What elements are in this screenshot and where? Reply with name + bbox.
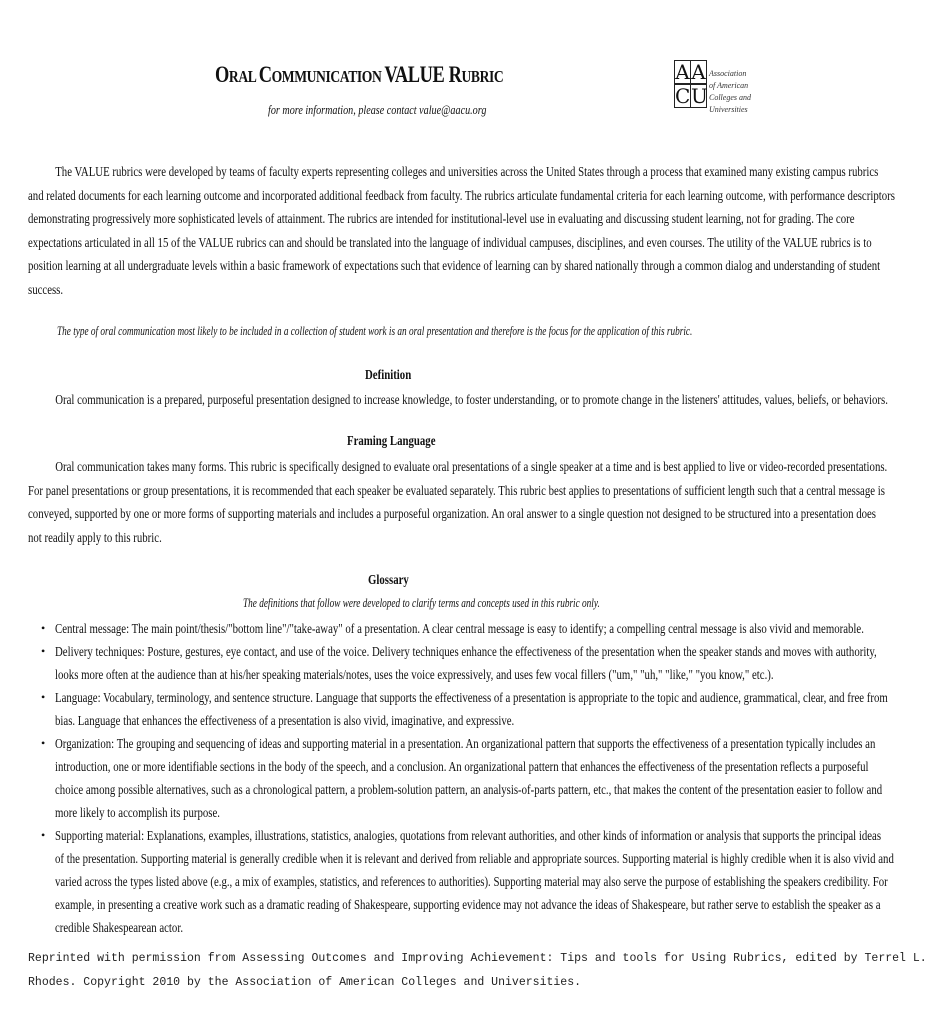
intro-paragraph: The VALUE rubrics were developed by teams of faculty experts representing colleges and universities across the United States through a process that examined many existing campus rubrics and related documents for each learning outcome and incorporated additional feedback from faculty. The rubrics articulate fundamental criteria for each learning outcome, with performance descriptors demonstrating progressively more sophisticated levels of attainment. The rubrics are intended for institutional-level use in evaluating and discussing student learning, not for grading. The core expectations articulated in all 15 of the VALUE rubrics can and should be translated into the language of individual campuses, disciplines, and even courses. The utility of the VALUE rubrics is to position learning at all undergraduate levels within a basic framework of expectations such that evidence of learning can by shared nationally through a common dialog and understanding of student success. <box>28 164 895 297</box>
page-title: ORAL COMMUNICATION VALUE RUBRIC <box>215 62 504 87</box>
bullet-icon: • <box>41 621 46 635</box>
definition-text: Oral communication is a prepared, purposeful presentation designed to increase knowledge, to foster understanding, or to promote change in the listeners' attitudes, values, beliefs, or behaviors. <box>55 392 888 407</box>
framing-language-heading: Framing Language <box>347 433 436 448</box>
bullet-icon: • <box>41 828 46 842</box>
glossary-item-language: • Language: Vocabulary, terminology, and sentence structure. Language that supports the effectiveness of a presentation is appropriate to the topic and audience, grammatical, clear, and free from bias. Language that enhances the effectiveness of a presentation is also vivid, imaginative, and expressive. <box>28 686 928 732</box>
aacu-logo <box>674 60 764 130</box>
glossary-list <box>28 617 928 939</box>
bullet-icon: • <box>41 690 46 704</box>
glossary-item-organization: • Organization: The grouping and sequencing of ideas and supporting material in a presentation. An organizational pattern that supports the effectiveness of a presentation typically includes an introduction, one or more identifiable sections in the body of the speech, and a conclusion. An organizational pattern that enhances the effectiveness of the presentation reflects a purposeful choice among possible alternatives, such as a chronological pattern, a problem-solution pattern, an analysis-of-parts pattern, etc., that makes the content of the presentation easier to follow and more likely to accomplish its purpose. <box>28 732 928 824</box>
logo-text: Association of American Colleges and Universities <box>709 69 751 114</box>
reprint-footer: Reprinted with permission from Assessing Outcomes and Improving Achievement: Tips and tools for Using Rubrics, edited by Terrel L. Rhodes. Copyright 2010 by the Association of American Colleges and Universities. <box>28 951 927 989</box>
bullet-icon: • <box>41 644 46 658</box>
bullet-icon: • <box>41 736 46 750</box>
focus-note: The type of oral communication most likely to be included in a collection of student work is an oral presentation and therefore is the focus for the application of this rubric. <box>57 324 693 338</box>
logo-letter: A <box>675 60 690 84</box>
definition-heading: Definition <box>365 367 412 382</box>
contact-subtitle: for more information, please contact value@aacu.org <box>268 102 487 117</box>
glossary-intro: The definitions that follow were developed to clarify terms and concepts used in this rubric only. <box>243 596 600 610</box>
logo-letter: U <box>691 84 708 108</box>
glossary-heading: Glossary <box>368 572 409 587</box>
framing-language-text: Oral communication takes many forms. This rubric is specifically designed to evaluate oral presentations of a single speaker at a time and is best applied to live or video-recorded presentations. For panel presentations or group presentations, it is recommended that each speaker be evaluated separately. This rubric best applies to presentations of sufficient length such that a central message is conveyed, supported by one or more forms of supporting materials and includes a purposeful organization. An oral answer to a single question not designed to be structured into a presentation does not readily apply to this rubric. <box>28 459 888 545</box>
glossary-item-delivery-techniques: • Delivery techniques: Posture, gestures, eye contact, and use of the voice. Delivery techniques enhance the effectiveness of the presentation when the speaker stands and moves with authority, looks more often at the audience than at his/her speaking materials/notes, uses the voice expressively, and uses few vocal fillers ("um," "uh," "like," "you know," etc.). <box>28 640 928 686</box>
logo-letter: A <box>691 60 706 84</box>
glossary-item-supporting-material: • Supporting material: Explanations, examples, illustrations, statistics, analogies, quotations from relevant authorities, and other kinds of information or analysis that supports the principal ideas of the presentation. Supporting material is generally credible when it is relevant and derived from reliable and appropriate sources. Supporting material is highly credible when it is also vivid and varied across the types listed above (e.g., a mix of examples, statistics, and references to authorities). Supporting material may also serve the purpose of establishing the speakers credibility. For example, in presenting a creative work such as a dramatic reading of Shakespeare, supporting evidence may not advance the ideas of Shakespeare, but rather serve to establish the speaker as a credible Shakespearean actor. <box>28 824 928 939</box>
logo-letter: C <box>675 84 691 108</box>
glossary-item-central-message: • Central message: The main point/thesis/"bottom line"/"take-away" of a presentation. A clear central message is easy to identify; a compelling central message is also vivid and memorable. <box>28 617 928 640</box>
